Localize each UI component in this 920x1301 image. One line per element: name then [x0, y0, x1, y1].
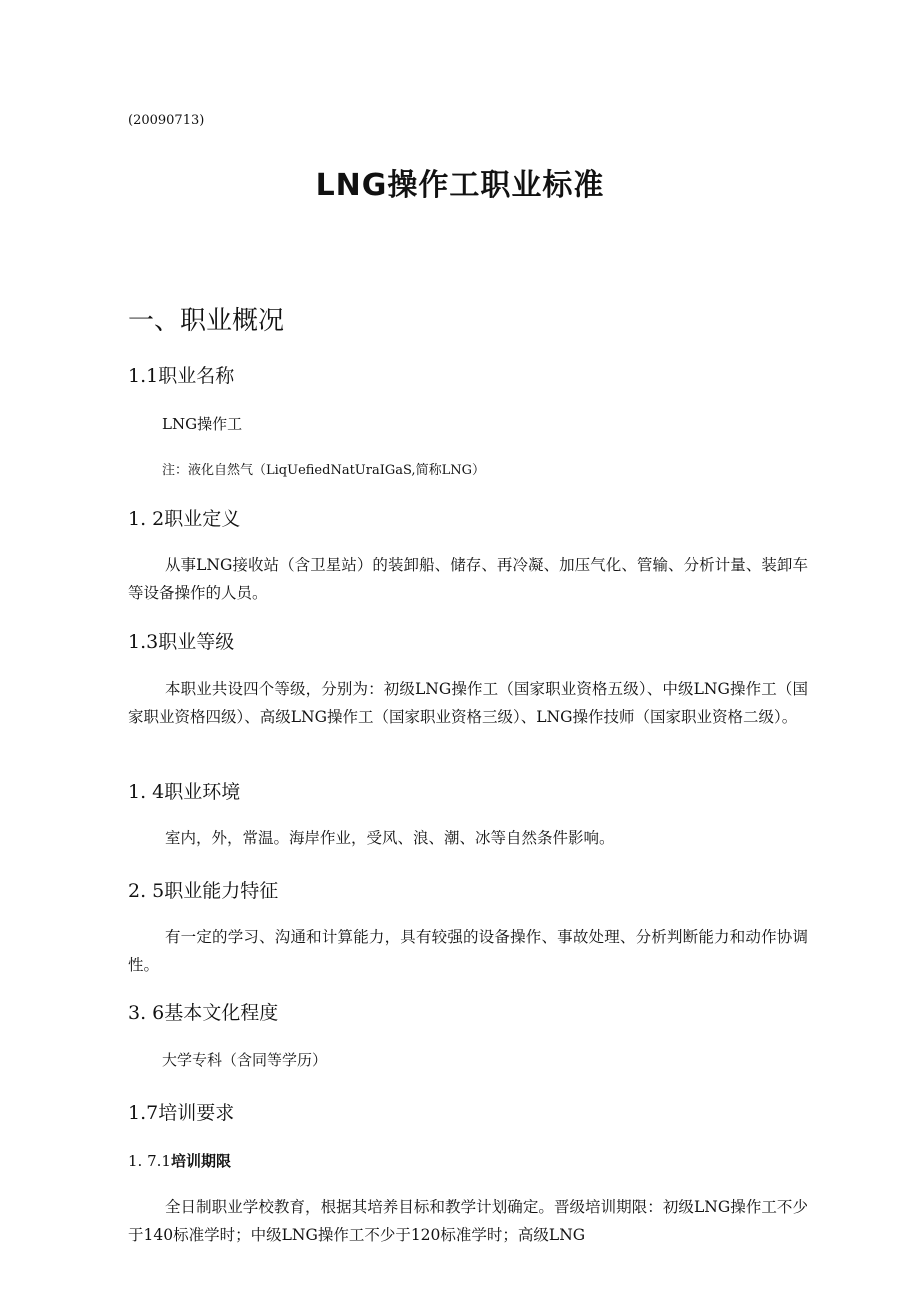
section-heading-1-1: 1.1职业名称: [128, 365, 235, 387]
ability-characteristics-paragraph: 有一定的学习、沟通和计算能力，具有较强的设备操作、事故处理、分析判断能力和动作协调性。: [128, 928, 808, 974]
section-heading-1-4: 1. 4职业环境: [128, 781, 241, 803]
section-heading-1-2: 1. 2职业定义: [128, 508, 241, 530]
occupation-definition-paragraph: 从事LNG接收站（含卫星站）的装卸船、储存、再冷凝、加压气化、管输、分析计量、装卸车等设备操作的人员。: [128, 556, 808, 602]
section-heading-1: 一、职业概况: [128, 306, 285, 336]
occupation-name: LNG操作工: [162, 415, 243, 433]
document-title: LNG操作工职业标准: [315, 168, 605, 203]
section-heading-1-7: 1.7培训要求: [128, 1102, 235, 1124]
section-heading-3-6: 3. 6基本文化程度: [128, 1002, 279, 1024]
section-heading-1-7-1: [128, 1150, 231, 1171]
occupation-note: 注：液化自然气（LiqUefiedNatUraIGaS,简称LNG）: [162, 463, 485, 478]
training-period-paragraph: 全日制职业学校教育，根据其培养目标和教学计划确定。晋级培训期限：初级LNG操作工不少于140标准学时；中级LNG操作工不少于120标准学时；高级LNG: [128, 1198, 808, 1244]
section-title-1-7-1: 培训期限: [170, 1152, 231, 1170]
work-environment-paragraph: 室内，外，常温。海岸作业，受风、浪、潮、冰等自然条件影响。: [165, 829, 615, 847]
document-code: (20090713): [128, 113, 205, 128]
section-heading-1-3: 1.3职业等级: [128, 631, 235, 653]
section-heading-2-5: 2. 5职业能力特征: [128, 880, 279, 902]
education-level: 大学专科（含同等学历）: [162, 1051, 328, 1069]
section-number-1-7-1: 1. 7.1: [128, 1152, 171, 1170]
occupation-levels-paragraph: 本职业共设四个等级，分别为：初级LNG操作工（国家职业资格五级）、中级LNG操作工（国家职业资格四级）、高级LNG操作工（国家职业资格三级）、LNG操作技师（国家职业资格二级）。: [128, 680, 808, 726]
